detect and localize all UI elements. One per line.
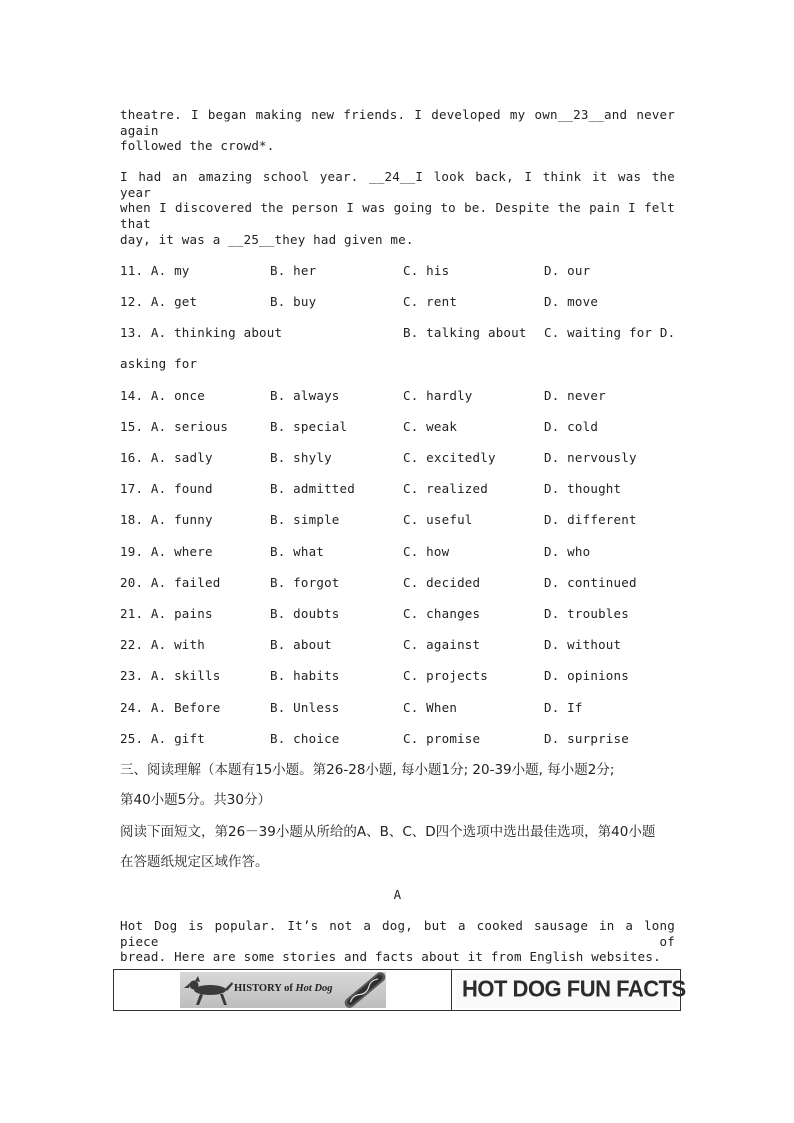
option-d: D. troubles (544, 606, 629, 621)
option-d: D. without (544, 637, 622, 652)
option-c: C. excitedly (403, 450, 496, 465)
option-d: D. our (544, 263, 591, 278)
option-a: 24. A. Before (120, 700, 221, 715)
section-heading: 第40小题5分。共30分） (120, 792, 271, 808)
option-a: 12. A. get (120, 294, 198, 309)
option-b: B. forgot (270, 575, 340, 590)
option-a: 21. A. pains (120, 606, 213, 621)
option-c: C. how (403, 544, 450, 559)
option-b: B. special (270, 419, 348, 434)
option-d: D. If (544, 700, 583, 715)
option-row-12 (120, 294, 675, 310)
passage-line: I had an amazing school year. __24__I look back, I think it was the year (120, 169, 675, 200)
option-c: C. projects (403, 668, 488, 683)
option-d: D. surprise (544, 731, 629, 746)
fun-facts-title: HOT DOG FUN FACTS (462, 975, 686, 1002)
option-d: D. move (544, 294, 599, 309)
intro-line: Hot Dog is popular. It’s not a dog, but a cooked sausage in a long piece of (120, 918, 675, 949)
option-c: C. useful (403, 512, 473, 527)
history-title: HISTORY of Hot Dog (234, 983, 333, 994)
passage-line: when I discovered the person I was going to be. Despite the pain I felt that (120, 200, 675, 231)
option-row-17 (120, 481, 675, 497)
option-d: D. different (544, 512, 637, 527)
option-a: 17. A. found (120, 481, 213, 496)
passage-line: followed the crowd*. (120, 138, 275, 153)
section-instructions: 阅读下面短文，第26－39小题从所给的A、B、C、D四个选项中选出最佳选项，第40小题 (120, 824, 656, 840)
option-row-22 (120, 637, 675, 653)
option-d: D. thought (544, 481, 622, 496)
option-row-23 (120, 668, 675, 684)
option-row-13 (120, 325, 675, 341)
option-b: B. buy (270, 294, 317, 309)
image-table (113, 969, 686, 1011)
passage-line: day, it was a __25__they had given me. (120, 232, 414, 247)
option-b: B. her (270, 263, 317, 278)
option-row-24 (120, 700, 675, 716)
option-row-18 (120, 512, 675, 528)
option-a: 22. A. with (120, 637, 205, 652)
option-a: 25. A. gift (120, 731, 205, 746)
table-divider (451, 970, 452, 1010)
option-b: B. what (270, 544, 325, 559)
option-c: C. waiting for D. (544, 325, 676, 340)
fun-facts-banner (456, 972, 686, 1008)
option-c: C. against (403, 637, 481, 652)
option-continuation: asking for (120, 356, 198, 371)
option-row-19 (120, 544, 675, 560)
option-b: B. habits (270, 668, 340, 683)
option-row-20 (120, 575, 675, 591)
option-d: D. cold (544, 419, 599, 434)
option-b: B. doubts (270, 606, 340, 621)
option-a: 19. A. where (120, 544, 213, 559)
option-a: 23. A. skills (120, 668, 221, 683)
history-banner (180, 972, 386, 1008)
option-b: B. about (270, 637, 332, 652)
option-c: C. realized (403, 481, 488, 496)
option-a: 20. A. failed (120, 575, 221, 590)
option-row-11 (120, 263, 675, 279)
option-a: 18. A. funny (120, 512, 213, 527)
section-heading: 三、阅读理解（本题有15小题。第26-28小题, 每小题1分; 20-39小题, 每小题2分; (120, 762, 615, 778)
option-d: D. never (544, 388, 606, 403)
option-c: C. changes (403, 606, 481, 621)
option-row-16 (120, 450, 675, 466)
option-b: B. simple (270, 512, 340, 527)
option-b: B. always (270, 388, 340, 403)
option-b: B. choice (270, 731, 340, 746)
option-b: B. admitted (270, 481, 355, 496)
option-row-25 (120, 731, 675, 747)
option-c: C. When (403, 700, 458, 715)
option-c: C. hardly (403, 388, 473, 403)
option-a: 13. A. thinking about (120, 325, 283, 340)
option-c: C. promise (403, 731, 481, 746)
option-b: B. talking about (403, 325, 527, 340)
option-a: 14. A. once (120, 388, 205, 403)
option-a: 11. A. my (120, 263, 190, 278)
option-b: B. shyly (270, 450, 332, 465)
section-instructions: 在答题纸规定区域作答。 (120, 854, 269, 870)
option-d: D. opinions (544, 668, 629, 683)
intro-line: bread. Here are some stories and facts about it from English websites. (120, 949, 661, 964)
option-d: D. continued (544, 575, 637, 590)
part-label: A (393, 887, 402, 902)
option-row-21 (120, 606, 675, 622)
option-row-15 (120, 419, 675, 435)
option-c: C. weak (403, 419, 458, 434)
option-a: 15. A. serious (120, 419, 229, 434)
option-c: C. rent (403, 294, 458, 309)
option-c: C. his (403, 263, 450, 278)
passage-line: theatre. I began making new friends. I developed my own__23__and never again (120, 107, 675, 138)
option-a: 16. A. sadly (120, 450, 213, 465)
option-row-14 (120, 388, 675, 404)
option-d: D. who (544, 544, 591, 559)
option-c: C. decided (403, 575, 481, 590)
option-b: B. Unless (270, 700, 340, 715)
option-d: D. nervously (544, 450, 637, 465)
